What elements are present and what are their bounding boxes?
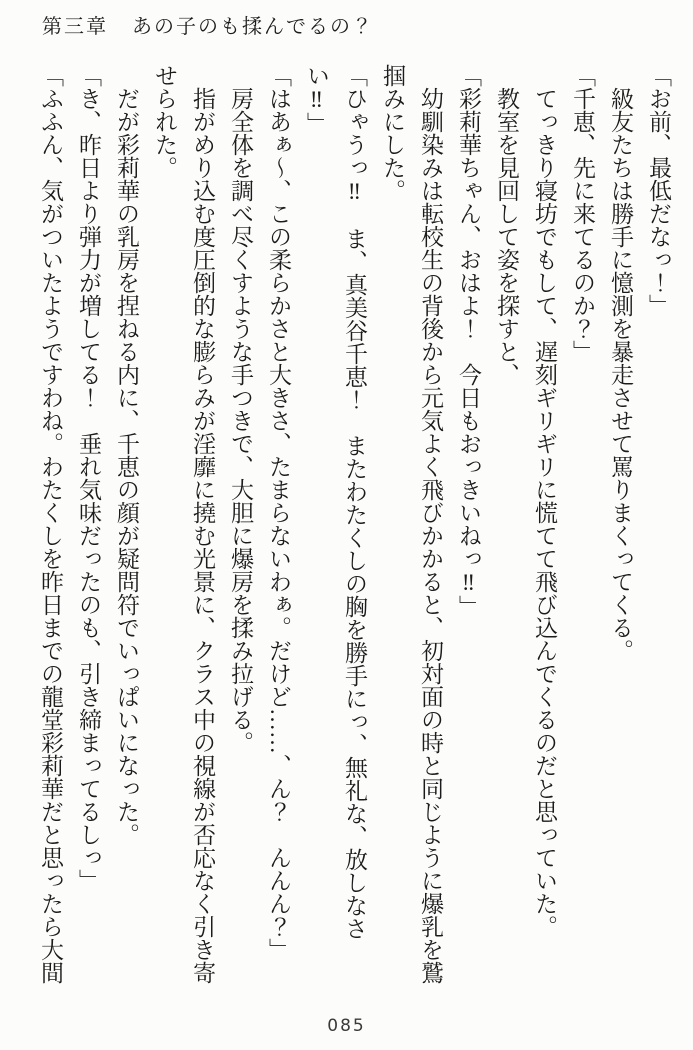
text-line: 級友たちは勝手に憶測を暴走させて罵りまくってくる。 — [608, 87, 633, 662]
text-line: 「お前、最低だなっ！」 — [646, 64, 671, 317]
text-line: 房全体を調べ尽くすような手つきで、大胆に爆房を揉み拉げる。 — [228, 87, 253, 754]
text-line: せられた。 — [152, 64, 177, 179]
chapter-title: あの子のも揉んでるの？ — [132, 16, 374, 38]
chapter-gap — [108, 10, 132, 39]
page-number: 085 — [327, 1016, 366, 1036]
text-line: 「千恵、先に来てるのか？」 — [570, 64, 595, 363]
text-line: い‼」 — [304, 64, 329, 135]
text-line: 掴みにした。 — [380, 64, 405, 202]
text-line: だが彩莉華の乳房を捏ねる内に、千恵の顔が疑問符でいっぱいになった。 — [114, 87, 139, 846]
text-line: 「ひゃうっ‼ ま、真美谷千恵！ またわたくしの胸を勝手にっ、無礼な、放しなさ — [342, 64, 367, 940]
text-line: 幼馴染みは転校生の背後から元気よく飛びかかると、初対面の時と同じように爆乳を鷲 — [418, 87, 443, 984]
text-line: 指がめり込む度圧倒的な膨らみが淫靡に撓む光景に、クラス中の視線が否応なく引き寄 — [190, 87, 215, 984]
text-line: 「き、昨日より弾力が増してる！ 垂れ気味だったのも、引き締まってるしっ」 — [76, 64, 101, 892]
text-line: てっきり寝坊でもして、遅刻ギリギリに慌てて飛び込んでくるのだと思っていた。 — [532, 87, 557, 938]
chapter-header — [42, 10, 374, 39]
text-line: 教室を見回して姿を探すと、 — [494, 87, 519, 386]
body-text — [27, 64, 677, 986]
text-line: 「はあぁ～、この柔らかさと大きさ、たまらないわぁ。だけど……、ん？ んんん？」 — [266, 64, 291, 961]
text-line: 「ふふん、気がついたようですわね。わたくしを昨日までの龍堂彩莉華だと思ったら大間 — [38, 64, 63, 984]
chapter-number: 第三章 — [42, 16, 108, 38]
text-line: 「彩莉華ちゃん、おはよ！ 今日もおっきいねっ‼」 — [456, 64, 481, 618]
